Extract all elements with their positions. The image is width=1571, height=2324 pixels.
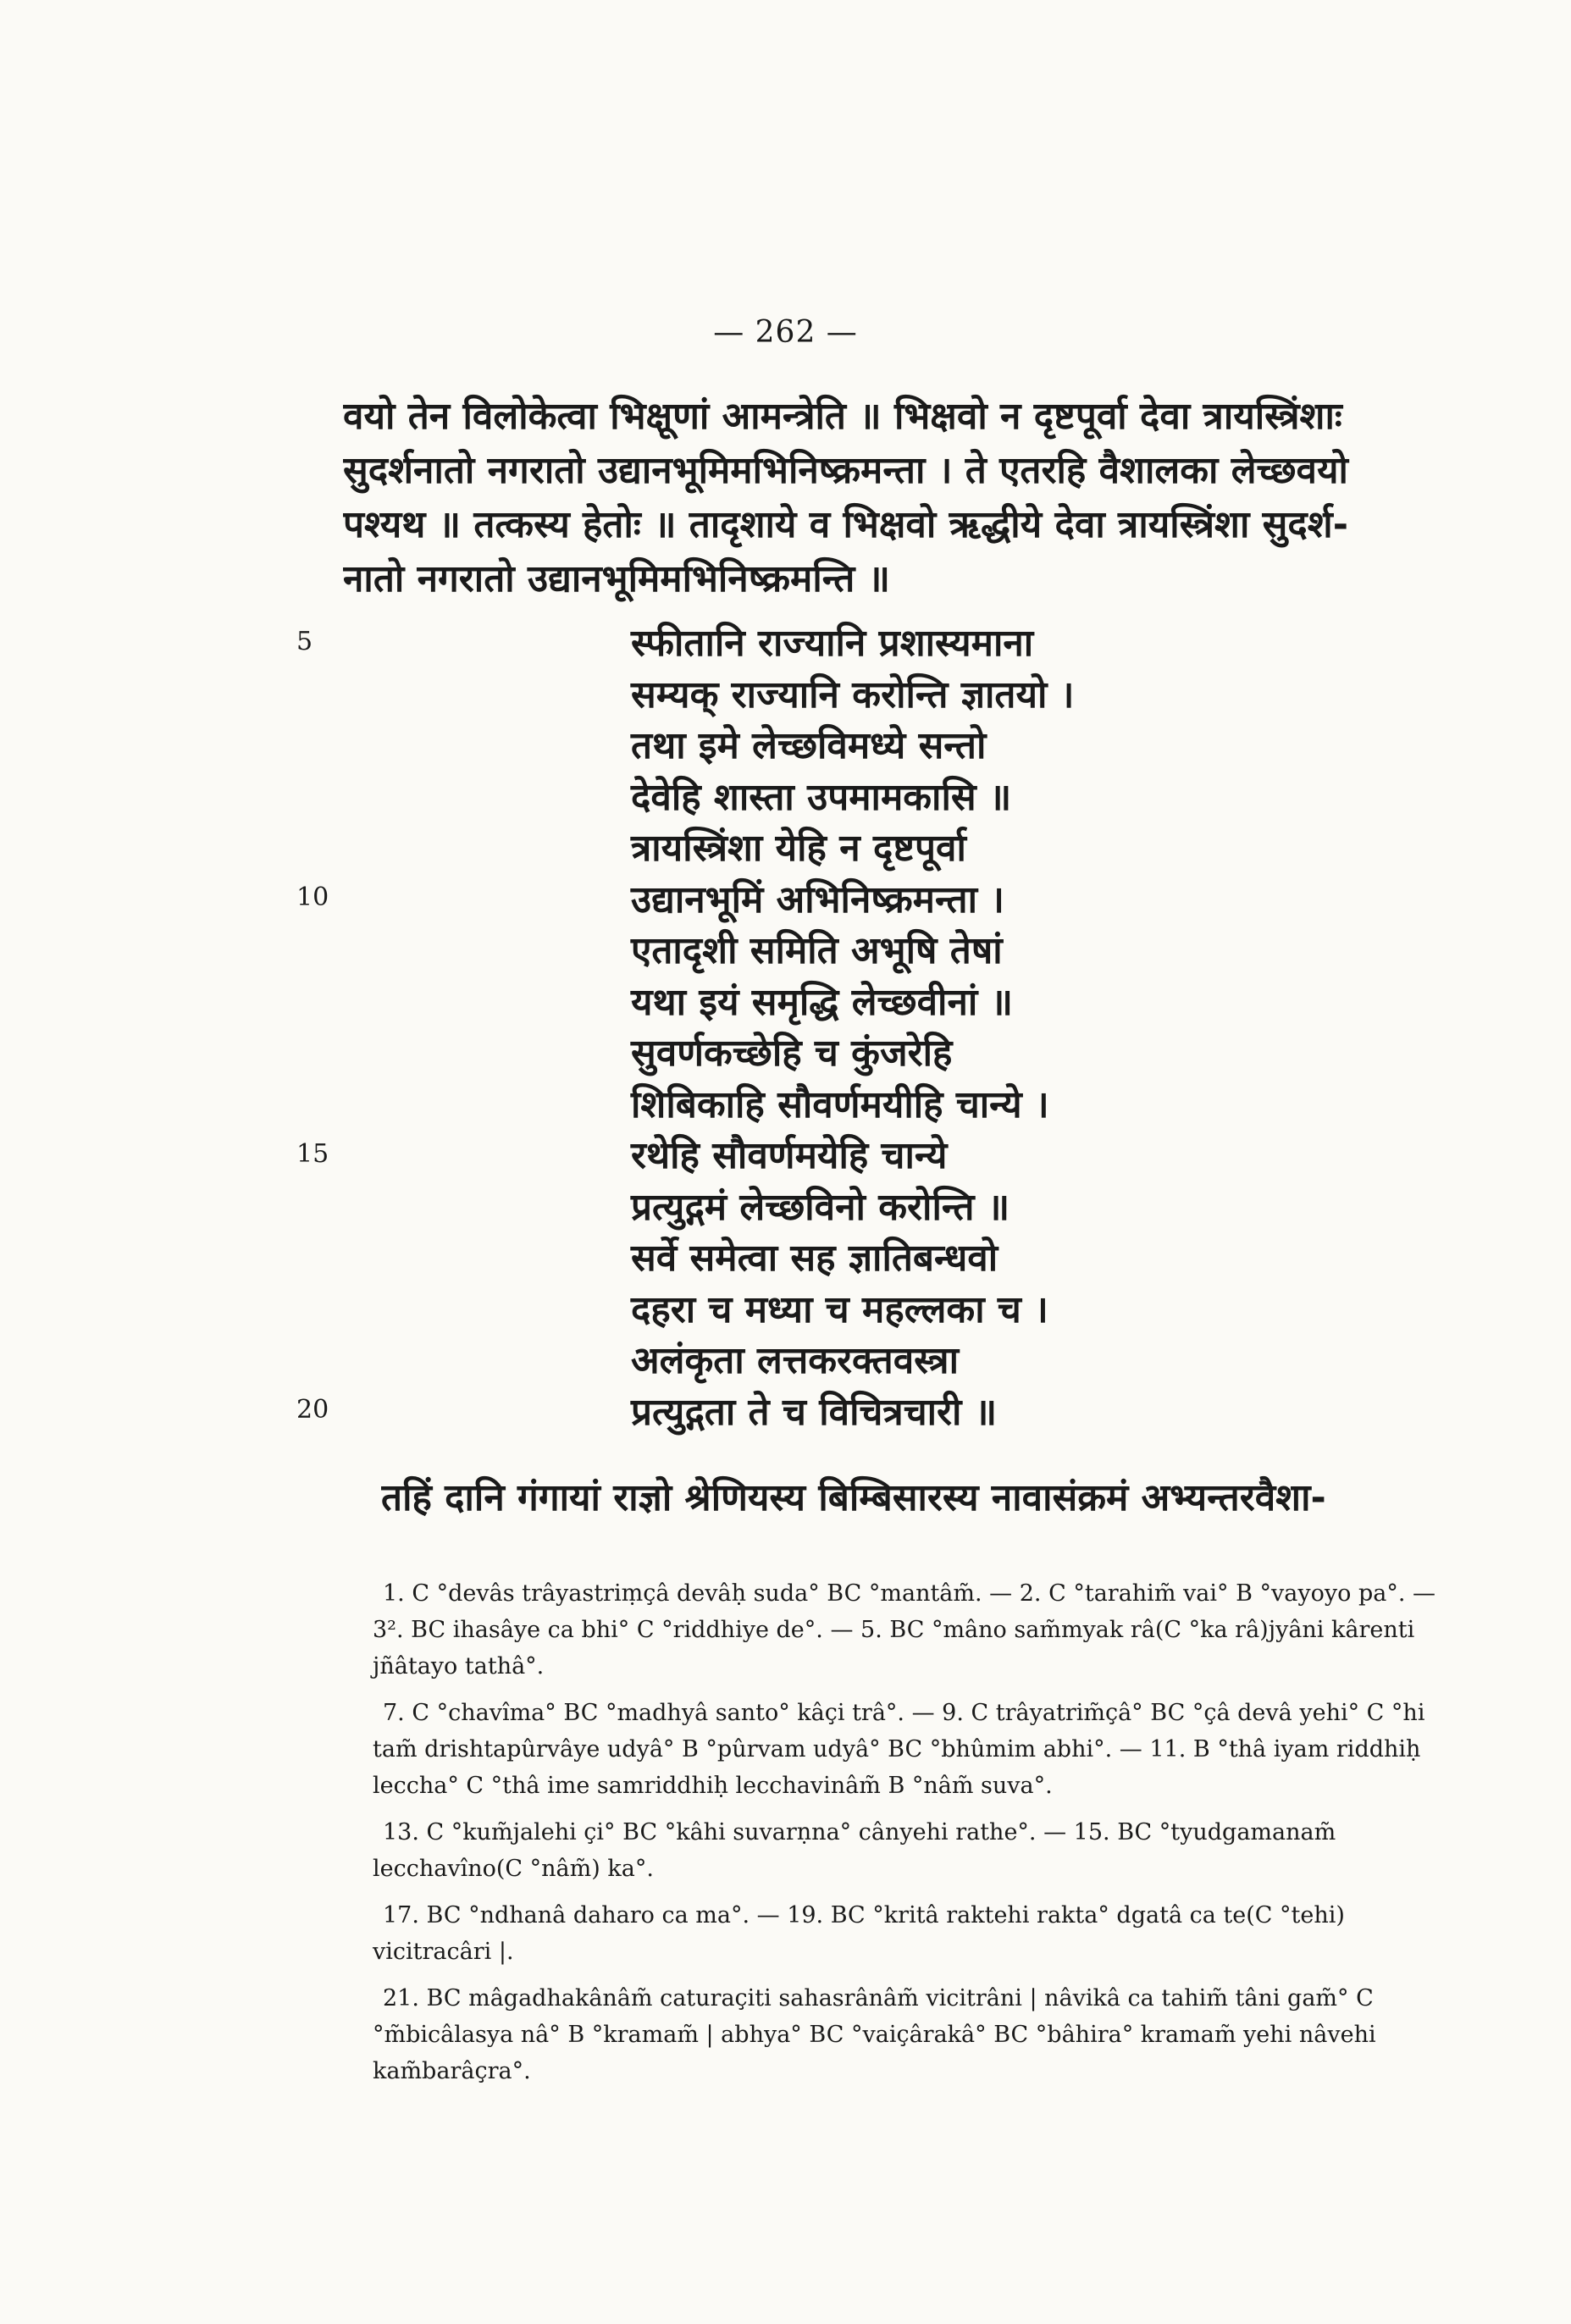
verse-line: तथा इमे लेच्छविमध्ये सन्तो — [631, 724, 987, 767]
verse-line: यथा इयं समृद्धि लेच्छवीनां ॥ — [631, 980, 1013, 1024]
prose-paragraph — [343, 390, 1452, 606]
verse-line: रथेहि सौवर्णमयेहि चान्ये — [631, 1134, 948, 1177]
footnote: 7. C °chavîma° BC °madhyâ santo° kâçi trâ°. — 9. C trâyatrim̃çâ° BC °çâ devâ yehi° C °hi tam̃ drishtapûrvâye udyâ° B °pûrvam udyâ° BC °bhûmim abhi°. — 11. B °thâ iyam riddhiḥ leccha° C °thâ ime samriddhiḥ lecchavinâm̃ B °nâm̃ suva°. — [373, 1700, 1425, 1799]
verse-line: सुवर्णकच्छेहि च कुंजरेहि — [631, 1032, 953, 1075]
footnote: 17. BC °ndhanâ daharo ca ma°. — 19. BC °kritâ raktehi rakta° dgatâ ca te(C °tehi) vicitracâri |. — [373, 1902, 1345, 1965]
verse-line: देवेहि शास्ता उपमामकासि ॥ — [631, 775, 1012, 819]
line-marker: 10 — [296, 883, 329, 912]
continuation-line: तहिं दानि गंगायां राज्ञो श्रेणियस्य बिम्बिसारस्य नावासंक्रमं अभ्यन्तरवैशा- — [381, 1476, 1326, 1519]
prose-line: नातो नगरातो उद्यानभूमिमभिनिष्क्रमन्ति ॥ — [343, 557, 891, 600]
verse-line: एतादृशी समिति अभूषि तेषां — [631, 929, 1003, 972]
page-number: — 262 — — [713, 315, 858, 350]
verse-line: उद्यानभूमिं अभिनिष्क्रमन्ता । — [631, 877, 1004, 921]
line-marker: 15 — [296, 1139, 329, 1169]
footnote: 13. C °kum̃jalehi çi° BC °kâhi suvarṇna° cânyehi rathe°. — 15. BC °tyudgamanam̃ lecchavîno(C °nâm̃) ka°. — [373, 1819, 1336, 1882]
line-marker: 20 — [296, 1395, 329, 1425]
footnote: 21. BC mâgadhakânâm̃ caturaçiti sahasrânâm̃ vicitrâni | nâvikâ ca tahim̃ tâni gam̃° C °m̃bicâlasya nâ° B °kramam̃ | abhya° BC °vaiçârakâ° BC °bâhira° kramam̃ yehi nâvehi kam̃barâçra°. — [373, 1985, 1376, 2084]
prose-line: वयो तेन विलोकेत्वा भिक्षूणां आमन्त्रेति ॥ भिक्षवो न दृष्टपूर्वा देवा त्रायस्त्रिंशाः — [343, 395, 1342, 438]
footnotes — [373, 1575, 1465, 2100]
verse-line: प्रत्युद्गमं लेच्छविनो करोन्ति ॥ — [631, 1185, 1010, 1229]
verse-line: स्फीतानि राज्यानि प्रशास्यमाना — [631, 622, 1034, 665]
verse-block — [631, 618, 1393, 1438]
verse-line: शिबिकाहि सौवर्णमयीहि चान्ये । — [631, 1082, 1049, 1126]
verse-line: सम्यक् राज्यानि करोन्ति ज्ञातयो । — [631, 672, 1075, 717]
verse-line: प्रत्युद्गता ते च विचित्रचारी ॥ — [631, 1390, 998, 1434]
footnote: 1. C °devâs trâyastriṃçâ devâḥ suda° BC °mantâm̃. — 2. C °tarahim̃ vai° B °vayoyo pa°. — 3². BC ihasâye ca bhi° C °riddhiye de°. — 5. BC °mâno sam̃myak râ(C °ka râ)jyâni kârenti jñâtayo tathâ°. — [373, 1580, 1435, 1679]
prose-line: पश्यथ ॥ तत्कस्य हेतोः ॥ तादृशाये व भिक्षवो ऋद्धीये देवा त्रायस्त्रिंशा सुदर्श- — [343, 503, 1348, 546]
prose-line: सुदर्शनातो नगरातो उद्यानभूमिमभिनिष्क्रमन्ता । ते एतरहि वैशालका लेच्छवयो — [343, 449, 1348, 492]
line-marker: 5 — [296, 627, 313, 656]
verse-line: त्रायस्त्रिंशा येहि न दृष्टपूर्वा — [631, 827, 966, 870]
verse-line: अलंकृता लत्तकरक्तवस्त्रा — [631, 1339, 959, 1382]
verse-line: सर्वे समेत्वा सह ज्ञातिबन्धवो — [631, 1237, 998, 1280]
verse-line: दहरा च मध्या च महल्लका च । — [631, 1287, 1048, 1331]
